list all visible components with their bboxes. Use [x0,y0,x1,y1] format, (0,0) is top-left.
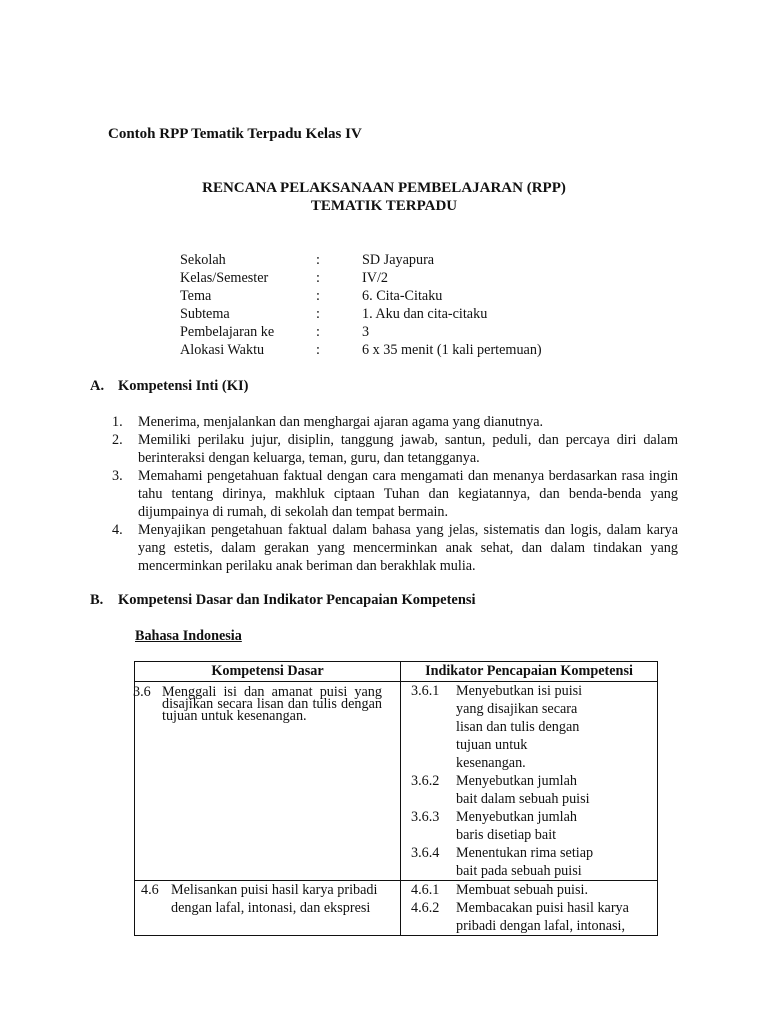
ki-text: Memiliki perilaku jujur, disiplin, tanggung jawab, santun, peduli, dan percaya diri dalam berinteraksi dengan keluarga, teman, guru, dan tetangganya. [138,432,678,466]
indicator-item [401,844,657,880]
document-heading: Contoh RPP Tematik Terpadu Kelas IV [108,126,362,142]
identity-row-pembelajaran [180,323,542,341]
indicator-text: Menyebutkan jumlah bait dalam sebuah puisi [456,773,590,807]
identity-value: 6 x 35 menit (1 kali pertemuan) [362,342,542,358]
identity-colon: : [316,288,320,304]
identity-label: Subtema [180,306,230,322]
kd-text: Menggali isi dan amanat puisi yang disajikan secara lisan dan tulis dengan tujuan untuk kesenangan. [162,684,382,724]
identity-colon: : [316,324,320,340]
table-header-row [135,662,658,682]
table-row [135,881,658,936]
kd-item [135,682,400,722]
kd-code: 4.6 [141,882,159,898]
rpp-title [0,179,768,215]
ki-number: 2. [112,432,123,448]
indicator-cell [401,881,658,936]
identity-value: 3 [362,324,370,340]
ki-text: Memahami pengetahuan faktual dengan cara mengamati dan menanya berdasarkan rasa ingin tahu tentang dirinya, makhluk ciptaan Tuhan dan kegiatannya, dan benda-benda yang dijumpainya di rumah, di sekolah dan tempat bermain. [138,468,678,520]
section-title: Kompetensi Dasar dan Indikator Pencapaian Kompetensi [118,592,476,608]
kd-item [135,881,400,917]
identity-table [180,251,542,359]
kd-text: Melisankan puisi hasil karya pribadi dengan lafal, intonasi, dan ekspresi [171,882,378,916]
ki-item [110,413,678,431]
section-a-heading [90,377,249,395]
ki-text: Menerima, menjalankan dan menghargai ajaran agama yang dianutnya. [138,414,544,430]
subject-title: Bahasa Indonesia [135,628,242,644]
indicator-code: 3.6.3 [411,809,440,825]
indicator-code: 4.6.2 [411,900,440,916]
indicator-code: 4.6.1 [411,882,440,898]
identity-row-tema [180,287,542,305]
indicator-item [401,899,657,935]
indicator-item [401,808,657,844]
identity-label: Pembelajaran ke [180,324,275,340]
header-indikator: Indikator Pencapaian Kompetensi [401,662,658,682]
identity-colon: : [316,252,320,268]
section-b-heading [90,591,476,609]
ki-text: Menyajikan pengetahuan faktual dalam bahasa yang jelas, sistematis dan logis, dalam karya yang estetis, dalam gerakan yang mencerminkan anak sehat, dan dalam tindakan yang mencerminkan perilaku anak beriman dan berakhlak mulia. [138,522,678,574]
identity-value: 1. Aku dan cita-citaku [362,306,488,322]
indicator-code: 3.6.1 [411,683,440,699]
ki-number: 1. [112,414,123,430]
section-letter: B. [90,592,104,608]
indicator-item [401,772,657,808]
ki-number: 3. [112,468,123,484]
ki-number: 4. [112,522,123,538]
indicator-text: Membacakan puisi hasil karya pribadi dengan lafal, intonasi, [456,900,629,934]
identity-row-sekolah [180,251,542,269]
identity-value: SD Jayapura [362,252,435,268]
indicator-text: Membuat sebuah puisi. [456,882,589,898]
identity-row-kelas [180,269,542,287]
identity-value: 6. Cita-Citaku [362,288,443,304]
indicator-code: 3.6.4 [411,845,440,861]
identity-value: IV/2 [362,270,389,286]
ki-item [110,521,678,575]
indicator-code: 3.6.2 [411,773,440,789]
identity-label: Kelas/Semester [180,270,269,286]
identity-colon: : [316,306,320,322]
ki-item [110,431,678,467]
kd-indicator-table [134,661,658,936]
identity-colon: : [316,270,320,286]
indicator-text: Menyebutkan isi puisi yang disajikan secara lisan dan tulis dengan tujuan untuk kesenangan. [456,683,583,771]
identity-label: Alokasi Waktu [180,342,265,358]
kd-code: 3.6 [133,684,151,700]
ki-item [110,467,678,521]
indicator-text: Menentukan rima setiap bait pada sebuah puisi [456,845,594,879]
rpp-title-line-1: RENCANA PELAKSANAAN PEMBELAJARAN (RPP) [202,180,566,196]
indicator-text: Menyebutkan jumlah baris disetiap bait [456,809,577,843]
identity-label: Tema [180,288,212,304]
section-title: Kompetensi Inti (KI) [118,378,249,394]
kd-cell [135,682,401,881]
indicator-item [401,682,657,772]
identity-colon: : [316,342,320,358]
identity-row-alokasi [180,341,542,359]
indicator-item [401,881,657,899]
indicator-cell [401,682,658,881]
header-kompetensi-dasar: Kompetensi Dasar [135,662,401,682]
kd-cell [135,881,401,936]
ki-list [110,413,678,575]
identity-label: Sekolah [180,252,226,268]
section-letter: A. [90,378,105,394]
rpp-title-line-2: TEMATIK TERPADU [310,198,458,214]
identity-row-subtema [180,305,542,323]
table-row [135,682,658,881]
